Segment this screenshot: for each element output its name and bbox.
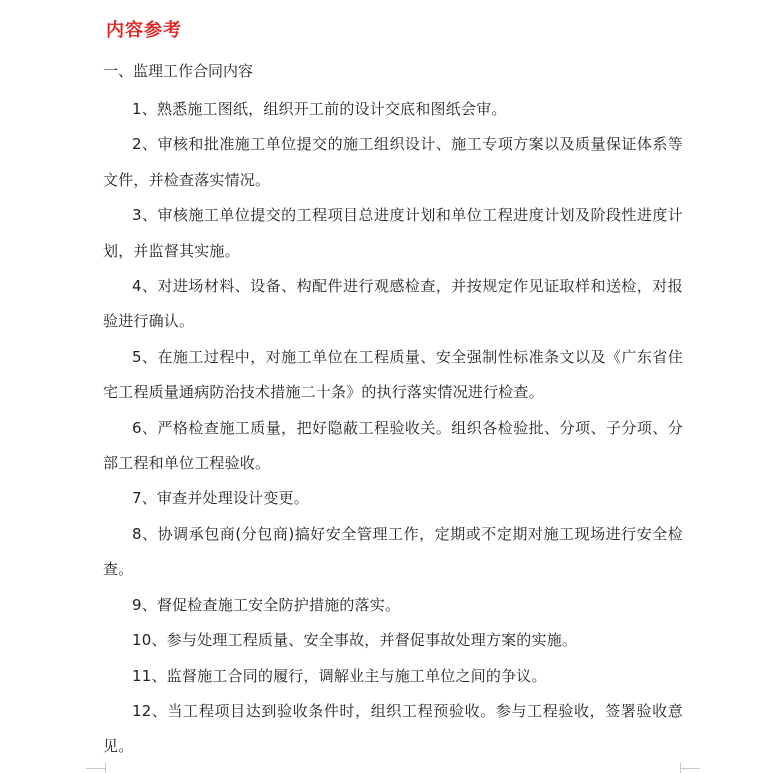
list-item: 3、审核施工单位提交的工程项目总进度计划和单位工程进度计划及阶段性进度计划，并监督其实施。 <box>103 206 683 260</box>
list-item: 5、在施工过程中，对施工单位在工程质量、安全强制性标准条文以及《广东省住宅工程质量通病防治技术措施二十条》的执行落实情况进行检查。 <box>103 347 683 402</box>
list-item: 10、参与处理工程质量、安全事故，并督促事故处理方案的实施。 <box>132 631 578 650</box>
list-item: 9、督促检查施工安全防护措施的落实。 <box>132 595 401 614</box>
item-list <box>103 92 683 765</box>
list-item: 4、对进场材料、设备、构配件进行观感检查，并按规定作见证取样和送检，对报验进行确认。 <box>103 277 683 331</box>
list-item: 11、监督施工合同的履行，调解业主与施工单位之间的争议。 <box>132 666 547 685</box>
list-item: 12、当工程项目达到验收条件时，组织工程预验收。参与工程验收，签署验收意见。 <box>103 701 683 756</box>
list-item: 6、严格检查施工质量，把好隐蔽工程验收关。组织各检验批、分项、子分项、分部工程和单位工程验收。 <box>103 418 683 473</box>
page-corner-mark-right-vertical <box>680 763 681 773</box>
list-item: 7、审查并处理设计变更。 <box>132 489 309 508</box>
page-corner-mark-right <box>680 768 700 769</box>
page-title: 内容参考 <box>106 20 182 41</box>
list-item: 2、审核和批准施工单位提交的施工组织设计、施工专项方案以及质量保证体系等文件，并检查落实情况。 <box>103 135 683 189</box>
list-item: 8、协调承包商(分包商)搞好安全管理工作，定期或不定期对施工现场进行安全检查。 <box>103 524 683 579</box>
list-item: 1、熟悉施工图纸，组织开工前的设计交底和图纸会审。 <box>132 100 507 118</box>
section-heading: 一、监理工作合同内容 <box>103 62 254 80</box>
page-corner-mark-left <box>86 768 106 769</box>
page-corner-mark-left-vertical <box>105 763 106 773</box>
